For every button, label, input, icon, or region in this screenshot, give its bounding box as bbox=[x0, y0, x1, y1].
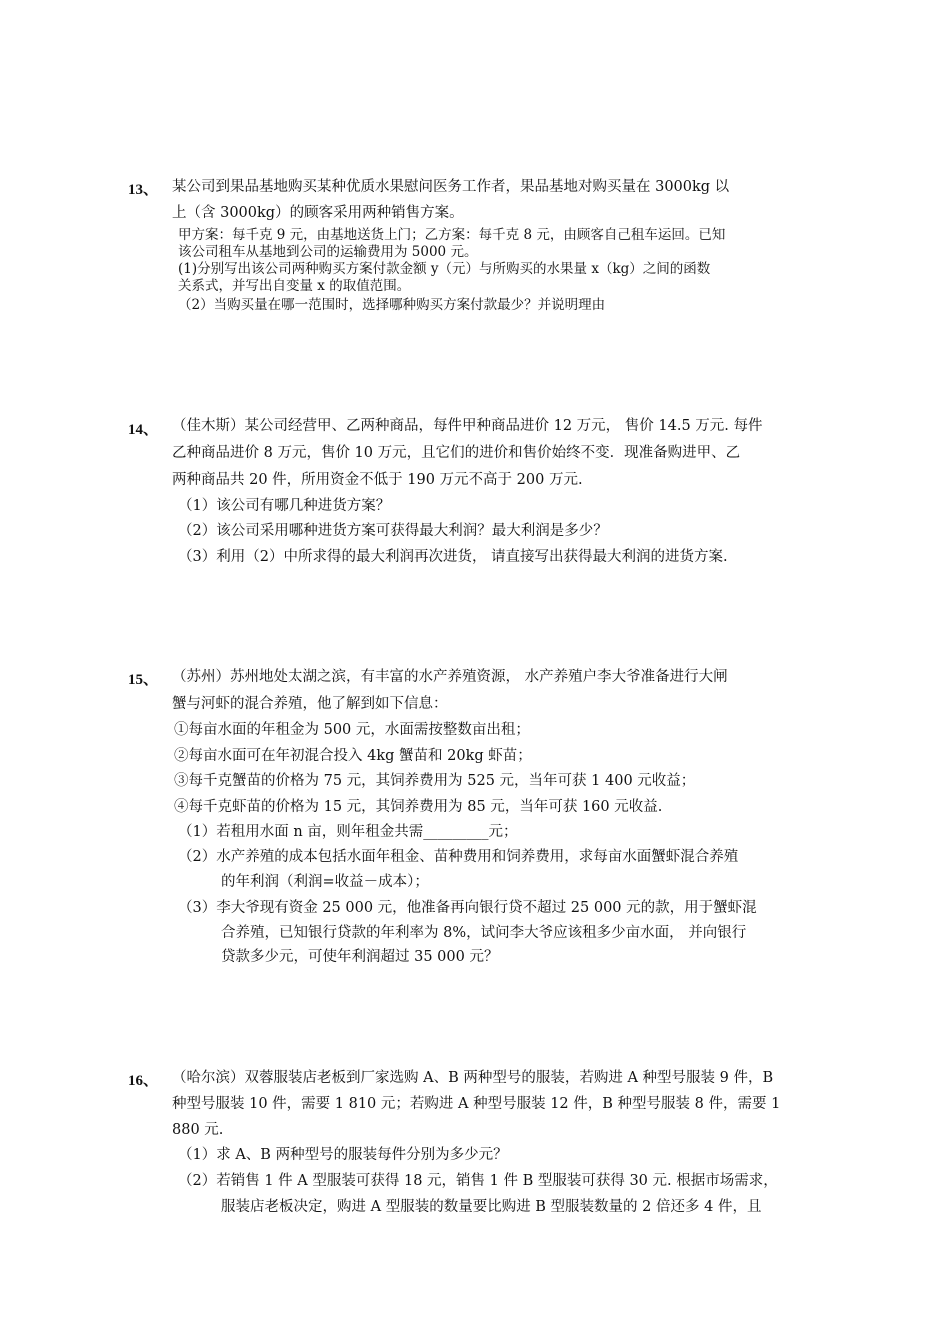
problem-text-line: 贷款多少元，可使年利润超过 35 000 元？ bbox=[221, 949, 499, 965]
problem-text-line: 上（含 3000kg）的顾客采用两种销售方案。 bbox=[172, 205, 464, 221]
problem-text-line: 的年利润（利润=收益－成本）； bbox=[221, 874, 429, 890]
problem-text-line: 合养殖，已知银行贷款的年利率为 8%，试问李大爷应该租多少亩水面， 并向银行 bbox=[221, 925, 747, 941]
problem-number: 15、 bbox=[128, 672, 159, 688]
problem-text-line: ④每千克虾苗的价格为 15 元，其饲养费用为 85 元，当年可获 160 元收益. bbox=[174, 799, 663, 815]
problem-text-line: 某公司到果品基地购买某种优质水果慰问医务工作者，果品基地对购买量在 3000kg 以 bbox=[172, 179, 730, 195]
problem-text-line: （2）若销售 1 件 A 型服装可获得 18 元，销售 1 件 B 型服装可获得 30 元. 根据市场需求， bbox=[178, 1173, 778, 1189]
problem-number: 16、 bbox=[128, 1073, 159, 1089]
problem-text-line: 关系式，并写出自变量 x 的取值范围。 bbox=[178, 278, 411, 294]
problem-text-line: （佳木斯）某公司经营甲、乙两种商品，每件甲种商品进价 12 万元， 售价 14.5 万元. 每件 bbox=[172, 418, 763, 434]
problem-text-line: 乙种商品进价 8 万元，售价 10 万元，且它们的进价和售价始终不变．现准备购进甲、乙 bbox=[172, 445, 741, 461]
problem-text-line: ②每亩水面可在年初混合投入 4kg 蟹苗和 20kg 虾苗； bbox=[174, 748, 532, 764]
problem-text-line: （3）利用（2）中所求得的最大利润再次进货， 请直接写出获得最大利润的进货方案. bbox=[178, 549, 728, 565]
problem-text-line: （苏州）苏州地处太湖之滨，有丰富的水产养殖资源， 水产养殖户李大爷准备进行大闸 bbox=[172, 669, 728, 685]
problem-text-line: 蟹与河虾的混合养殖，他了解到如下信息： bbox=[172, 696, 448, 712]
problem-text-line: （3）李大爷现有资金 25 000 元，他准备再向银行贷不超过 25 000 元的款，用于蟹虾混 bbox=[178, 900, 757, 916]
problem-text-line: 甲方案：每千克 9 元，由基地送货上门；乙方案：每千克 8 元，由顾客自己租车运回。已知 bbox=[178, 227, 726, 243]
problem-number: 13、 bbox=[128, 182, 159, 198]
problem-text-line: （1）求 A、B 两种型号的服装每件分别为多少元？ bbox=[178, 1147, 508, 1163]
problem-number: 14、 bbox=[128, 422, 159, 438]
problem-text-line: (1)分别写出该公司两种购买方案付款金额 y（元）与所购买的水果量 x（kg）之间的函数 bbox=[178, 261, 711, 277]
problem-text-line: （2）该公司采用哪种进货方案可获得最大利润？最大利润是多少？ bbox=[178, 523, 608, 539]
problem-text-line: （2）水产养殖的成本包括水面年租金、苗种费用和饲养费用，求每亩水面蟹虾混合养殖 bbox=[178, 849, 739, 865]
problem-text-line: ③每千克蟹苗的价格为 75 元，其饲养费用为 525 元，当年可获 1 400 元收益； bbox=[174, 773, 696, 789]
problem-text-line: （1）该公司有哪几种进货方案？ bbox=[178, 498, 391, 514]
problem-text-line: （哈尔滨）双蓉服装店老板到厂家选购 A、B 两种型号的服装，若购进 A 种型号服装 9 件，B bbox=[172, 1070, 774, 1086]
problem-text-line: （1）若租用水面 n 亩，则年租金共需_________元； bbox=[178, 824, 518, 840]
problem-text-line: 880 元. bbox=[172, 1122, 224, 1138]
problem-text-line: 该公司租车从基地到公司的运输费用为 5000 元。 bbox=[178, 244, 478, 260]
problem-text-line: 服装店老板决定，购进 A 型服装的数量要比购进 B 型服装数量的 2 倍还多 4 件，且 bbox=[221, 1199, 762, 1215]
problem-text-line: （2）当购买量在哪一范围时，选择哪种购买方案付款最少？并说明理由 bbox=[178, 297, 606, 313]
problem-text-line: 两种商品共 20 件，所用资金不低于 190 万元不高于 200 万元. bbox=[172, 472, 583, 488]
problem-text-line: 种型号服装 10 件，需要 1 810 元；若购进 A 种型号服装 12 件，B 种型号服装 8 件，需要 1 bbox=[172, 1096, 781, 1112]
problem-text-line: ①每亩水面的年租金为 500 元，水面需按整数亩出租； bbox=[174, 722, 530, 738]
